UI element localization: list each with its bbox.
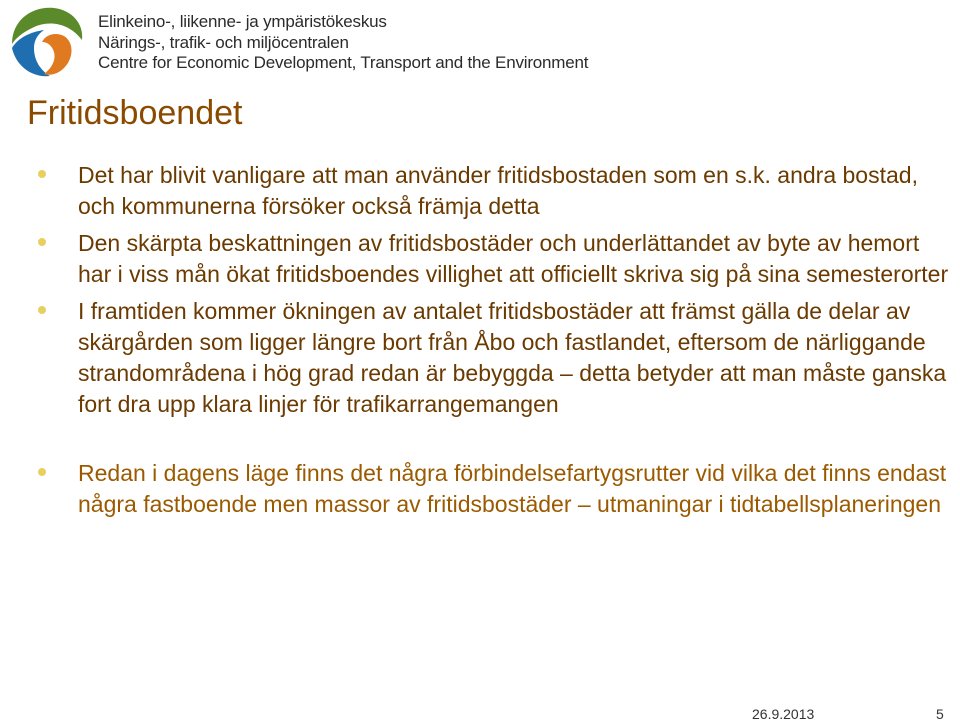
footer-date: 26.9.2013 — [752, 706, 815, 722]
slide-title: Fritidsboendet — [27, 94, 243, 132]
page-number: 5 — [936, 706, 944, 722]
bullet-dot-icon — [38, 468, 46, 476]
bullet-text: Det har blivit vanligare att man använder fritidsbostaden som en s.k. andra bostad, och kommunerna försöker också främja detta — [78, 162, 918, 219]
ely-logo-icon — [2, 2, 86, 80]
bullet-item-highlight — [38, 458, 958, 520]
org-name-english: Centre for Economic Development, Transport and the Environment — [98, 53, 589, 72]
bullet-dot-icon — [38, 306, 46, 314]
bullet-dot-icon — [38, 170, 46, 178]
org-name-swedish: Närings-, trafik- och miljöcentralen — [98, 32, 349, 52]
bullet-text: Den skärpta beskattningen av fritidsbostäder och underlättandet av byte av hemort har i viss mån ökat fritidsboendes villighet att officiellt skriva sig på sina semesterorter — [78, 230, 949, 287]
bullet-item — [38, 296, 958, 420]
bullet-text: Redan i dagens läge finns det några förbindelsefartygsrutter vid vilka det finns endast några fastboende men massor av fritidsbostäder – utmaningar i tidtabellsplaneringen — [78, 460, 947, 517]
organization-name — [98, 12, 588, 74]
org-name-finnish: Elinkeino-, liikenne- ja ympäristökeskus — [98, 12, 387, 31]
bullet-list — [38, 160, 958, 526]
bullet-dot-icon — [38, 238, 46, 246]
bullet-item — [38, 160, 958, 222]
bullet-item — [38, 228, 958, 290]
bullet-text: I framtiden kommer ökningen av antalet fritidsbostäder att främst gälla de delar av skärgården som ligger längre bort från Åbo och fastlandet, eftersom de närliggande strandområdena i hög grad redan är bebyggda – detta betyder att man måste ganska fort dra upp klara linjer för trafikarrangemangen — [78, 298, 947, 417]
